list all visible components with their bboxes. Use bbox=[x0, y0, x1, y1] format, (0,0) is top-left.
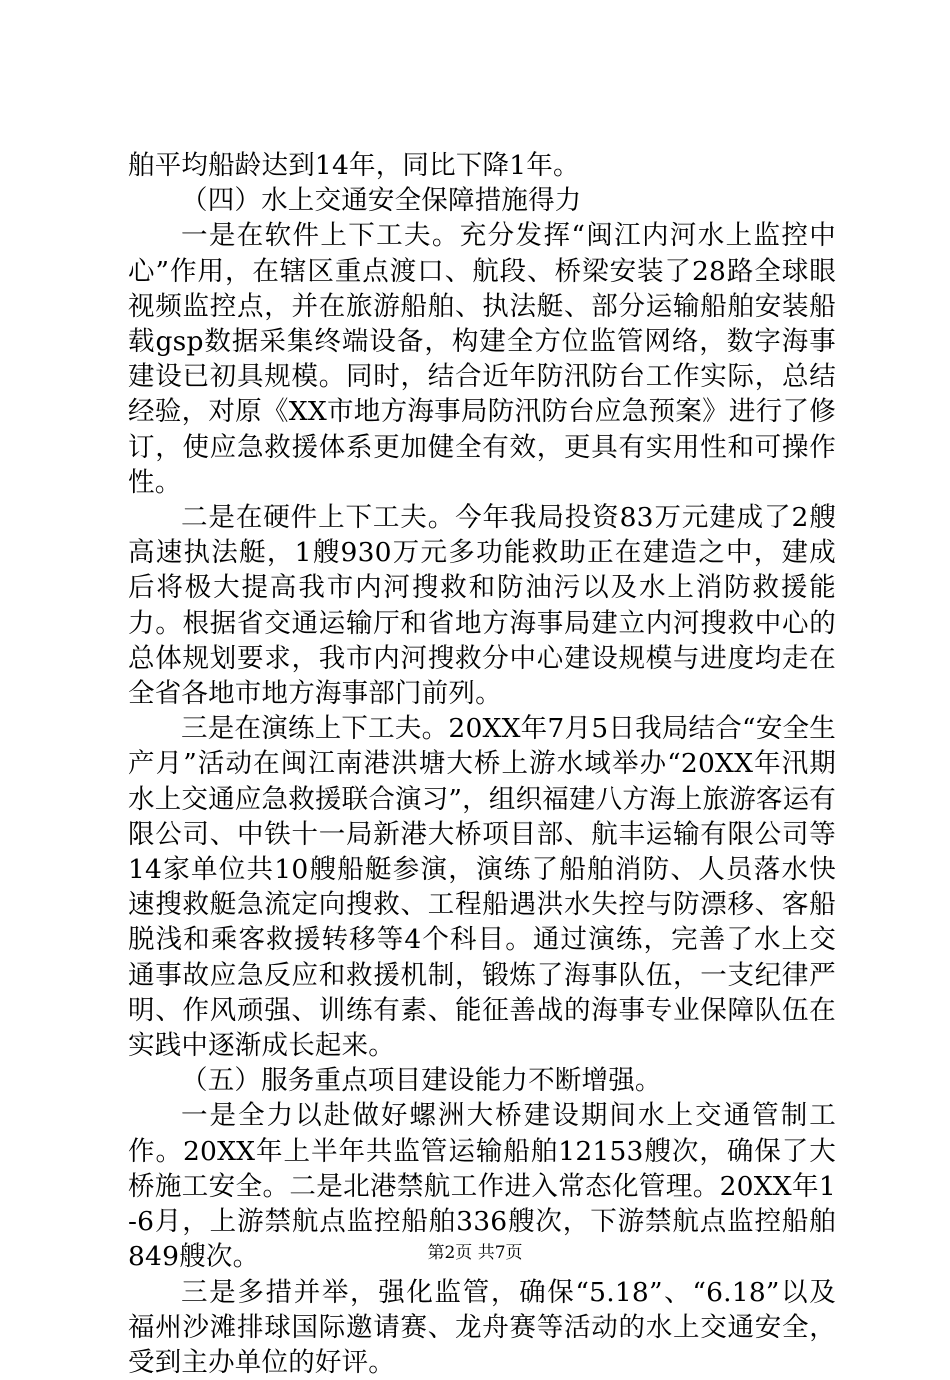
section-heading-4: （四）水上交通安全保障措施得力 bbox=[128, 183, 836, 218]
paragraph-1: 舶平均船龄达到14年，同比下降1年。 bbox=[128, 148, 836, 183]
document-body bbox=[128, 148, 836, 1380]
paragraph-events-safety: 三是多措并举，强化监管，确保“5.18”、“6.18”以及福州沙滩排球国际邀请赛、龙舟赛等活动的水上交通安全，受到主办单位的好评。 bbox=[128, 1275, 836, 1380]
paragraph-software: 一是在软件上下工夫。充分发挥“闽江内河水上监控中心”作用，在辖区重点渡口、航段、桥梁安装了28路全球眼视频监控点，并在旅游船舶、执法艇、部分运输船舶安装船载gsp数据采集终端设备，构建全方位监管网络，数字海事建设已初具规模。同时，结合近年防汛防台工作实际，总结经验，对原《XX市地方海事局防汛防台应急预案》进行了修订，使应急救援体系更加健全有效，更具有实用性和可操作性。 bbox=[128, 218, 836, 500]
paragraph-drill: 三是在演练上下工夫。20XX年7月5日我局结合“安全生产月”活动在闽江南港洪塘大桥上游水域举办“20XX年汛期水上交通应急救援联合演习”，组织福建八方海上旅游客运有限公司、中铁十一局新港大桥项目部、航丰运输有限公司等14家单位共10艘船艇参演，演练了船舶消防、人员落水快速搜救艇急流定向搜救、工程船遇洪水失控与防漂移、客船脱浅和乘客救援转移等4个科目。通过演练，完善了水上交通事故应急反应和救援机制，锻炼了海事队伍，一支纪律严明、作风顽强、训练有素、能征善战的海事专业保障队伍在实践中逐渐成长起来。 bbox=[128, 711, 836, 1063]
paragraph-hardware: 二是在硬件上下工夫。今年我局投资83万元建成了2艘高速执法艇，1艘930万元多功能救助正在建造之中，建成后将极大提高我市内河搜救和防油污以及水上消防救援能力。根据省交通运输厅和省地方海事局建立内河搜救中心的总体规划要求，我市内河搜救分中心建设规模与进度均走在全省各地市地方海事部门前列。 bbox=[128, 500, 836, 711]
section-heading-5: （五）服务重点项目建设能力不断增强。 bbox=[128, 1063, 836, 1098]
page-number-footer: 第2页 共7页 bbox=[0, 1242, 950, 1264]
paragraph-bridge-control: 一是全力以赴做好螺洲大桥建设期间水上交通管制工作。20XX年上半年共监管运输船舶12153艘次，确保了大桥施工安全。二是北港禁航工作进入常态化管理。20XX年1-6月，上游禁航点监控船舶336艘次，下游禁航点监控船舶849艘次。 bbox=[128, 1098, 836, 1274]
